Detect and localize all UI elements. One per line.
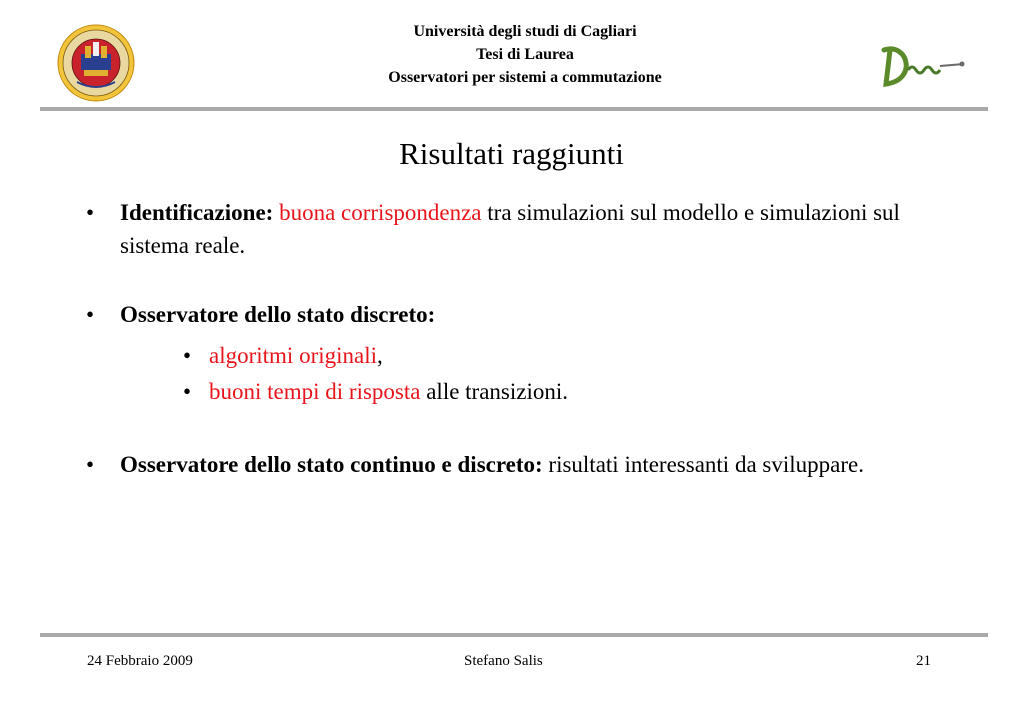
footer-date: 24 Febbraio 2009 (87, 653, 193, 669)
bullet-marker: • (86, 452, 95, 477)
bullet-heading: Identificazione: (120, 200, 274, 225)
footer-divider (40, 633, 988, 637)
bullet-highlight: buona corrispondenza (279, 200, 482, 225)
sub-bullet-text: , (377, 343, 383, 368)
sub-bullet-tempi (183, 375, 909, 408)
sub-bullet-marker: • (183, 379, 192, 404)
header-thesis: Tesi di Laurea (476, 46, 574, 63)
sub-bullet-marker: • (183, 343, 192, 368)
footer-author: Stefano Salis (464, 653, 543, 669)
bullet-osservatore-discreto (86, 298, 950, 331)
bullet-marker: • (86, 200, 95, 225)
diee-logo (878, 40, 970, 88)
header-university: Università degli studi di Cagliari (413, 23, 637, 40)
sub-bullet-highlight: algoritmi originali (209, 343, 377, 368)
bullet-heading: Osservatore dello stato discreto: (120, 302, 436, 327)
bullet-heading: Osservatore dello stato continuo e discreto: (120, 452, 543, 477)
sub-bullet-text: alle transizioni. (420, 379, 569, 404)
slide-title: Risultati raggiunti (399, 136, 624, 171)
presentation-header (300, 20, 750, 89)
bullet-text: tra simulazioni sul modello e simulazioni sul sistema reale. (120, 200, 900, 258)
bullet-osservatore-continuo (86, 448, 950, 481)
sub-bullet-algoritmi (183, 339, 909, 372)
bullet-marker: • (86, 302, 95, 327)
footer-page-number: 21 (916, 653, 931, 669)
header-topic: Osservatori per sistemi a commutazione (388, 69, 662, 86)
university-seal-logo (57, 24, 135, 102)
bullet-identificazione (86, 196, 950, 262)
bullet-text: risultati interessanti da sviluppare. (542, 452, 864, 477)
header-divider (40, 107, 988, 111)
sub-bullet-highlight: buoni tempi di risposta (209, 379, 421, 404)
